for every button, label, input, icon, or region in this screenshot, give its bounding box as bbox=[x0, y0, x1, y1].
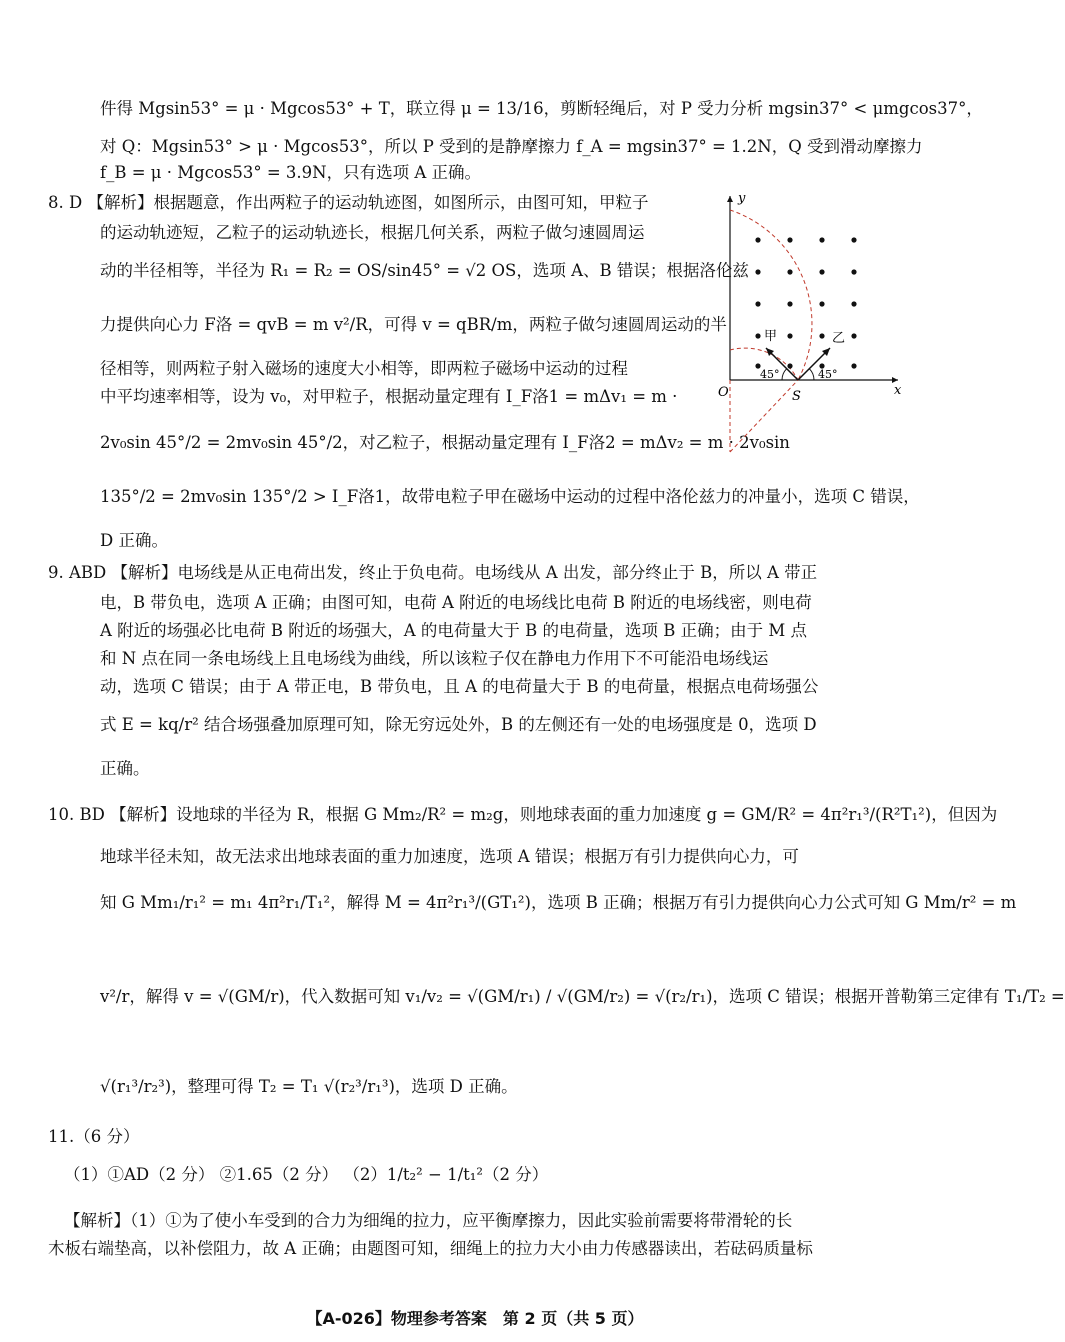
text-line: 地球半径未知，故无法求出地球表面的重力加速度，选项 A 错误；根据万有引力提供向心力，可 bbox=[100, 847, 799, 866]
right-angle-arc bbox=[809, 369, 814, 380]
field-dots bbox=[755, 237, 856, 368]
particle-b-label: 乙 bbox=[832, 331, 846, 346]
text-line: A 附近的场强必比电荷 B 附近的场强大，A 的电荷量大于 B 的电荷量，选项 B 正确；由于 M 点 bbox=[100, 621, 808, 640]
text-line: f_B = μ · Mgcos53° = 3.9N，只有选项 A 正确。 bbox=[100, 163, 481, 182]
text-line: 式 E = kq/r² 结合场强叠加原理可知，除无穷远处外，B 的左侧还有一处的电场强度是 0，选项 D bbox=[100, 715, 817, 734]
text-line: 件得 Mgsin53° = μ · Mgcos53° + T，联立得 μ = 13/16，剪断轻绳后，对 P 受力分析 mgsin37° < μmgcos37°， bbox=[100, 99, 983, 118]
text-line: 径相等，则两粒子射入磁场的速度大小相等，即两粒子磁场中运动的过程 bbox=[100, 359, 628, 378]
text-line: 的运动轨迹短，乙粒子的运动轨迹长，根据几何关系，两粒子做匀速圆周运 bbox=[100, 223, 645, 242]
particle-a-label: 甲 bbox=[764, 329, 778, 344]
text-line: 木板右端垫高，以补偿阻力，故 A 正确；由题图可知，细绳上的拉力大小由力传感器读出，若砝码质量标 bbox=[48, 1239, 813, 1258]
text-line: 【解析】（1）①为了使小车受到的合力为细绳的拉力，应平衡摩擦力，因此实验前需要将带滑轮的长 bbox=[64, 1211, 793, 1230]
right-angle-label: 45° bbox=[818, 368, 838, 381]
origin-label: O bbox=[718, 385, 729, 400]
text-line: 9. ABD 【解析】电场线是从正电荷出发，终止于负电荷。电场线从 A 出发，部分终止于 B，所以 A 带正 bbox=[48, 563, 818, 582]
point-s-label: S bbox=[792, 389, 801, 404]
left-angle-label: 45° bbox=[760, 368, 780, 381]
text-line: D 正确。 bbox=[100, 531, 168, 550]
x-label: x bbox=[894, 383, 902, 398]
text-line: 动，选项 C 错误；由于 A 带正电，B 带负电，且 A 的电荷量大于 B 的电荷量，根据点电荷场强公 bbox=[100, 677, 819, 696]
text-line: 和 N 点在同一条电场线上且电场线为曲线，所以该粒子仅在静电力作用下不可能沿电场线运 bbox=[100, 649, 769, 668]
text-line: 电，B 带负电，选项 A 正确；由图可知，电荷 A 附近的电场线比电荷 B 附近的电场线密，则电荷 bbox=[100, 593, 812, 612]
text-line: 力提供向心力 F洛 = qvB = m v²/R，可得 v = qBR/m，两粒子做匀速圆周运动的半 bbox=[100, 315, 727, 334]
y-axis-arrow bbox=[727, 196, 733, 202]
text-line: 2v₀sin 45°/2 = 2mv₀sin 45°/2，对乙粒子，根据动量定理有 I_F洛2 = mΔv₂ = m · 2v₀sin bbox=[100, 433, 790, 452]
text-line: 知 G Mm₁/r₁² = m₁ 4π²r₁/T₁²，解得 M = 4π²r₁³/(GT₁²)，选项 B 正确；根据万有引力提供向心力公式可知 G Mm/r² = m bbox=[100, 893, 1017, 912]
text-line: 11.（6 分） bbox=[48, 1127, 140, 1146]
trajectory-figure bbox=[718, 190, 908, 460]
text-line: 10. BD 【解析】设地球的半径为 R，根据 G Mm₂/R² = m₂g，则地球表面的重力加速度 g = GM/R² = 4π²r₁³/(R²T₁²)，但因为 bbox=[48, 805, 998, 824]
page-footer: 【A-026】物理参考答案 第 2 页（共 5 页） bbox=[306, 1309, 644, 1328]
text-line: v²/r，解得 v = √(GM/r)，代入数据可知 v₁/v₂ = √(GM/r₁) / √(GM/r₂) = √(r₂/r₁)，选项 C 错误；根据开普勒第三定律有 T₁/T₂ = bbox=[100, 987, 1065, 1006]
text-line: 中平均速率相等，设为 v₀，对甲粒子，根据动量定理有 I_F洛1 = mΔv₁ = m · bbox=[100, 387, 678, 406]
dashed-radius bbox=[730, 380, 798, 452]
text-line: 对 Q：Mgsin53° > μ · Mgcos53°，所以 P 受到的是静摩擦力 f_A = mgsin37° = 1.2N，Q 受到滑动摩擦力 bbox=[100, 137, 923, 156]
left-angle-arc bbox=[782, 369, 787, 380]
text-line: 动的半径相等，半径为 R₁ = R₂ = OS/sin45° = √2 OS，选项 A、B 错误；根据洛伦兹 bbox=[100, 261, 749, 280]
text-line: 正确。 bbox=[100, 759, 150, 778]
text-line: （1）①AD（2 分） ②1.65（2 分） （2）1/t₂² − 1/t₁²（2 分） bbox=[64, 1165, 549, 1184]
y-label: y bbox=[738, 191, 746, 206]
text-line: 135°/2 = 2mv₀sin 135°/2 > I_F洛1，故带电粒子甲在磁场中运动的过程中洛伦兹力的冲量小，选项 C 错误， bbox=[100, 487, 920, 506]
text-line: √(r₁³/r₂³)，整理可得 T₂ = T₁ √(r₂³/r₁³)，选项 D 正确。 bbox=[100, 1077, 518, 1096]
text-line: 8. D 【解析】根据题意，作出两粒子的运动轨迹图，如图所示，由图可知，甲粒子 bbox=[48, 193, 649, 212]
